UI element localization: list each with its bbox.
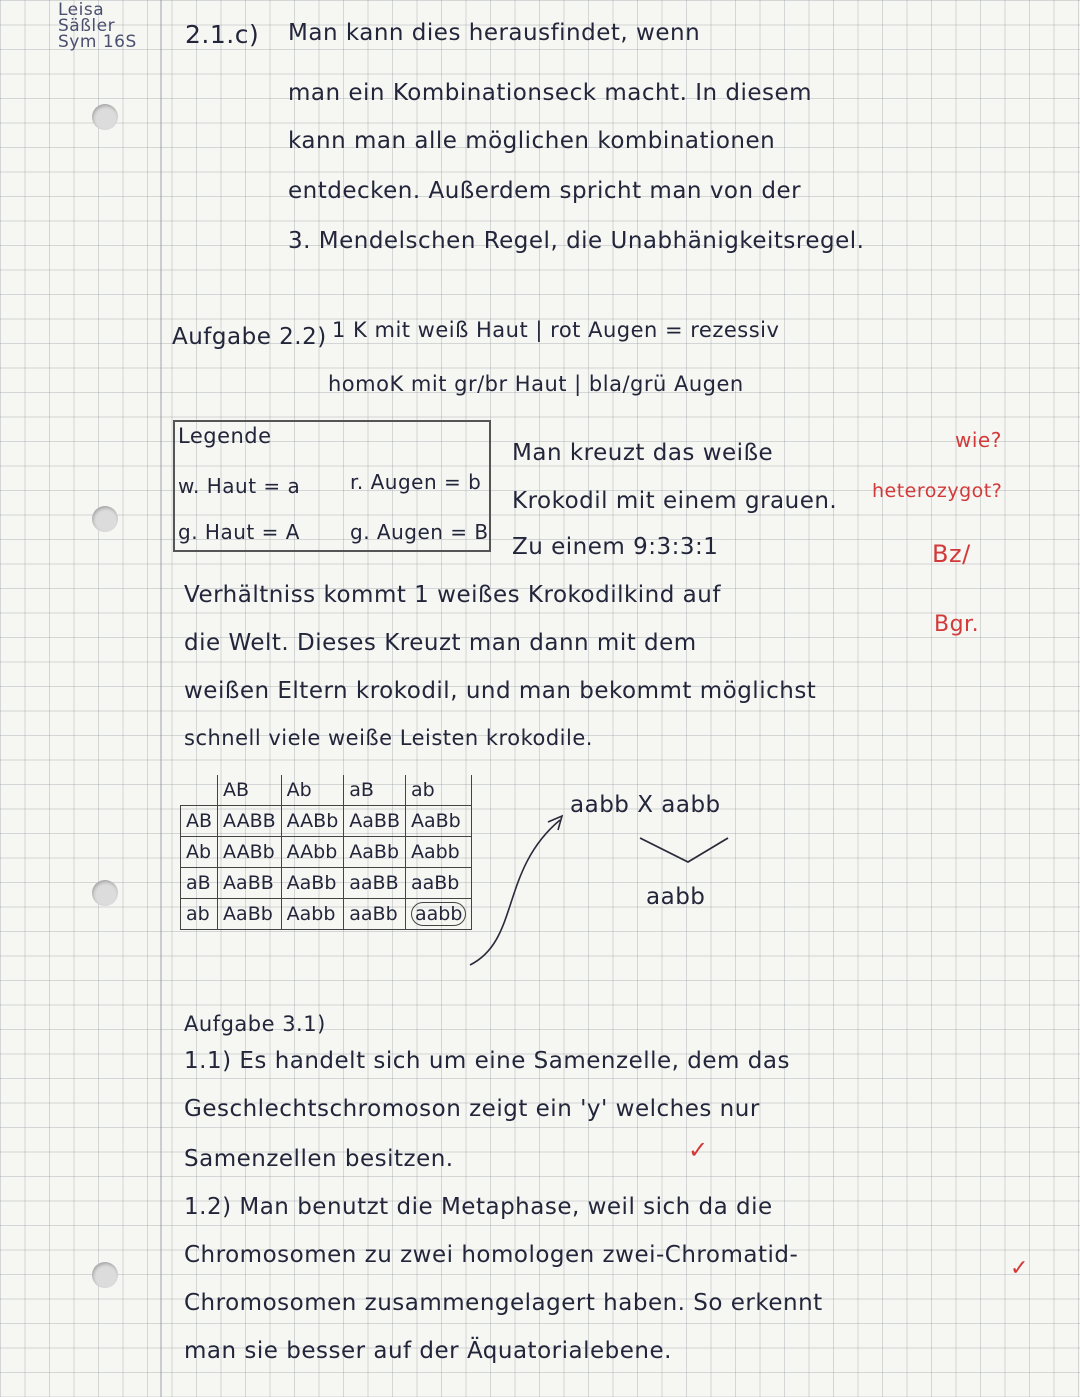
- legend-title: Legende: [178, 424, 272, 448]
- check-mark: ✓: [1010, 1256, 1029, 1281]
- punnett-cell: AaBB: [218, 868, 282, 899]
- arrow-curve: [470, 820, 560, 965]
- punnett-cell: aaBb: [344, 899, 406, 930]
- punnett-cell: AAbb: [281, 837, 344, 868]
- margin-note: Bz/: [932, 540, 971, 568]
- punnett-cell: AABB: [218, 806, 282, 837]
- section-label-3-1: Aufgabe 3.1): [184, 1012, 326, 1036]
- punnett-cell: AABb: [281, 806, 344, 837]
- punnett-cell: AaBB: [344, 806, 406, 837]
- margin-note: wie?: [955, 428, 1002, 452]
- punnett-header: aB: [344, 775, 406, 806]
- text-line: die Welt. Dieses Kreuzt man dann mit dem: [184, 630, 697, 656]
- punnett-cell: AaBb: [281, 868, 344, 899]
- text-line: Man kreuzt das weiße: [512, 440, 774, 466]
- text-line: Samenzellen besitzen.: [184, 1146, 454, 1172]
- section-label-2-2: Aufgabe 2.2): [172, 324, 327, 350]
- punnett-cell: AABb: [218, 837, 282, 868]
- legend-entry: w. Haut = a: [178, 474, 301, 498]
- text-line: Verhältniss kommt 1 weißes Krokodilkind auf: [184, 582, 721, 608]
- punnett-header: Ab: [281, 775, 344, 806]
- text-line: man sie besser auf der Äquatorialebene.: [184, 1338, 672, 1364]
- text-line: Geschlechtschromoson zeigt ein 'y' welches nur: [184, 1096, 760, 1122]
- punnett-cell: AaBb: [218, 899, 282, 930]
- check-mark: ✓: [688, 1136, 709, 1164]
- punnett-cell: Aabb: [281, 899, 344, 930]
- margin-note: heterozygot?: [872, 480, 1003, 502]
- punnett-row-label: Ab: [181, 837, 218, 868]
- punnett-cell: AaBb: [405, 806, 471, 837]
- punnett-row-label: ab: [181, 899, 218, 930]
- text-line: Chromosomen zu zwei homologen zwei-Chromatid-: [184, 1242, 799, 1268]
- circled-genotype: aabb: [411, 902, 466, 926]
- punnett-row-label: aB: [181, 868, 218, 899]
- punnett-cell: aaBb: [405, 868, 471, 899]
- punnett-cell: aaBB: [344, 868, 406, 899]
- text-line: Man kann dies herausfindet, wenn: [288, 20, 701, 46]
- text-line: entdecken. Außerdem spricht man von der: [288, 178, 802, 204]
- text-line: kann man alle möglichen kombinationen: [288, 128, 776, 154]
- text-line: 1.2) Man benutzt die Metaphase, weil sich da die: [184, 1194, 773, 1220]
- cross-child: aabb: [646, 884, 706, 910]
- text-line: weißen Eltern krokodil, und man bekommt möglichst: [184, 678, 817, 704]
- punnett-row-label: AB: [181, 806, 218, 837]
- punnett-cell: AaBb: [344, 837, 406, 868]
- cross-vee: [640, 838, 728, 862]
- arrow-head: [548, 816, 562, 830]
- text-line: schnell viele weiße Leisten krokodile.: [184, 726, 593, 750]
- name-line: Leisa: [58, 0, 105, 20]
- text-line: Krokodil mit einem grauen.: [512, 488, 838, 514]
- name-line: Säßler: [58, 16, 116, 36]
- section-label-2-1-c: 2.1.c): [185, 20, 260, 49]
- margin-note: Bgr.: [934, 612, 980, 637]
- text-line: Chromosomen zusammengelagert haben. So erkennt: [184, 1290, 823, 1316]
- punnett-header: ab: [405, 775, 471, 806]
- text-line: 1.1) Es handelt sich um eine Samenzelle, dem das: [184, 1048, 790, 1074]
- name-line: Sym 16S: [58, 32, 137, 52]
- legend-entry: g. Augen = B: [350, 520, 489, 544]
- text-line: homoK mit gr/br Haut | bla/grü Augen: [328, 372, 744, 396]
- punnett-cell: Aabb: [405, 837, 471, 868]
- text-line: man ein Kombinationseck macht. In diesem: [288, 80, 813, 106]
- legend-entry: r. Augen = b: [350, 470, 482, 494]
- text-line: Zu einem 9:3:3:1: [512, 534, 719, 560]
- legend-entry: g. Haut = A: [178, 520, 300, 544]
- text-line: 3. Mendelschen Regel, die Unabhänigkeitsregel.: [288, 228, 865, 254]
- punnett-header: AB: [218, 775, 282, 806]
- text-line: 1 K mit weiß Haut | rot Augen = rezessiv: [332, 318, 780, 342]
- cross-parents: aabb X aabb: [570, 792, 721, 818]
